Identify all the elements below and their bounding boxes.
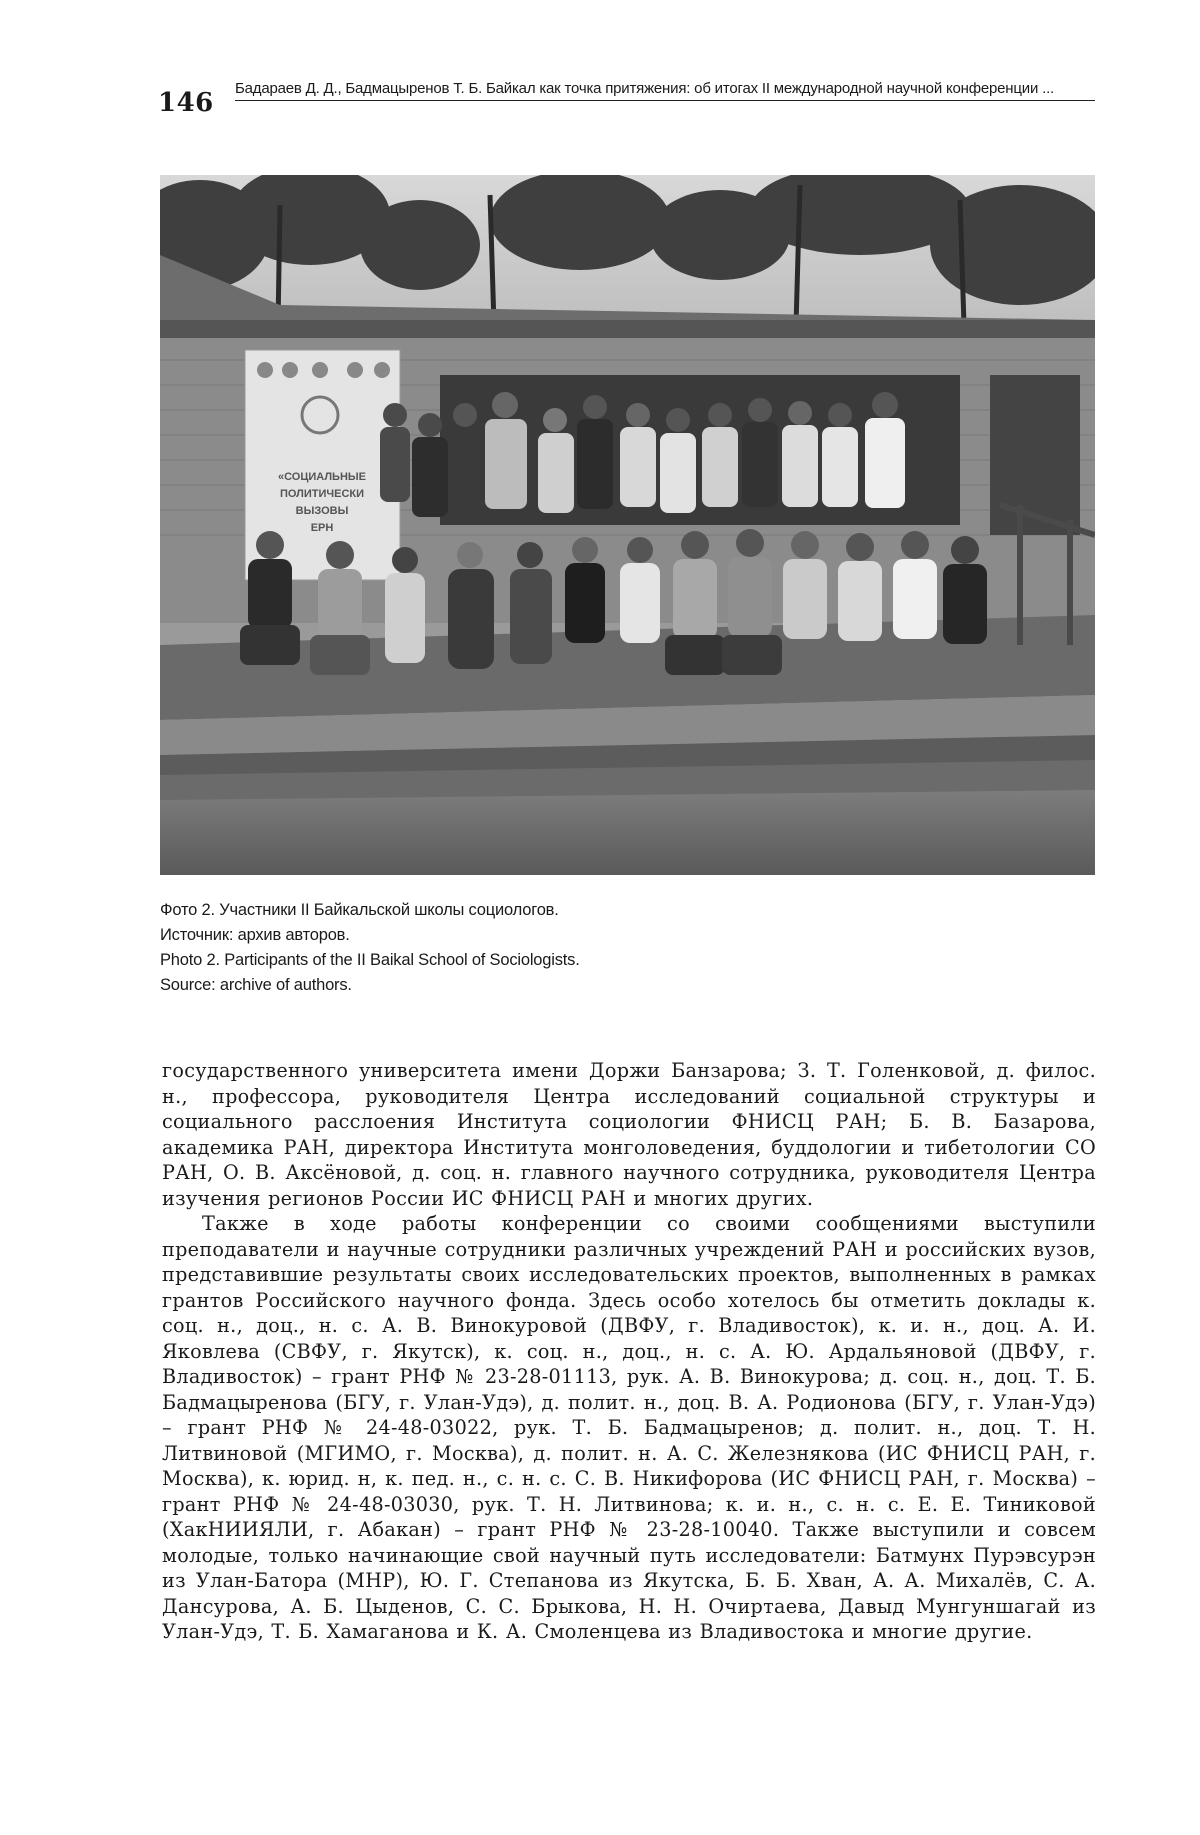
banner-line-4: ЕРН [311,522,334,534]
page-number: 146 [158,88,214,118]
banner-line-1: «СОЦИАЛЬНЫЕ [278,471,366,483]
source-en: Source: archive of authors. [160,973,1060,998]
banner-line-2: ПОЛИТИЧЕСКИ [280,488,364,500]
caption-ru: Фото 2. Участники II Байкальской школы социологов. [160,898,1060,923]
source-ru: Источник: архив авторов. [160,923,1060,948]
caption-en: Photo 2. Participants of the II Baikal School of Sociologists. [160,948,1060,973]
paragraph-1: государственного университета имени Доржи Банзарова; З. Т. Голенковой, д. филос. н., профессора, руководителя Центра исследований социальной структуры и социального расслоения Института социологии ФНИСЦ РАН; Б. В. Базарова, академика РАН, директора Института монголоведения, буддологии и тибетологии СО РАН, О. В. Аксёновой, д. соц. н. главного научного сотрудника, руководителя Центра изучения регионов России ИС ФНИСЦ РАН и многих других. [162,1058,1096,1211]
group-photo [160,175,1095,875]
figure-caption [160,898,1060,998]
running-header: Бадараев Д. Д., Бадмацыренов Т. Б. Байкал как точка притяжения: об итогах II международной научной конференции ... [235,80,1095,101]
banner-line-3: ВЫЗОВЫ [296,505,349,517]
body-text [162,1058,1096,1645]
paragraph-2: Также в ходе работы конференции со своими сообщениями выступили преподаватели и научные сотрудники различных учреждений РАН и российских вузов, представившие результаты своих исследовательских проектов, выполненных в рамках грантов Российского научного фонда. Здесь особо хотелось бы отметить доклады к. соц. н., доц., н. с. А. В. Винокуровой (ДВФУ, г. Владивосток), к. и. н., доц. А. И. Яковлева (СВФУ, г. Якутск), к. соц. н., доц., н. с. А. Ю. Ардальяновой (ДВФУ, г. Владивосток) – грант РНФ № 23-28-01113, рук. А. В. Винокурова; д. соц. н., доц. Т. Б. Бадмацыренова (БГУ, г. Улан-Удэ), д. полит. н., доц. В. А. Родионова (БГУ, г. Улан-Удэ) – грант РНФ № 24-48-03022, рук. Т. Б. Бадмацыренов; д. полит. н., доц. Т. Н. Литвиновой (МГИМО, г. Москва), д. полит. н. А. С. Железнякова (ИС ФНИСЦ РАН, г. Москва), к. юрид. н, к. пед. н., с. н. с. С. В. Никифорова (ИС ФНИСЦ РАН, г. Москва) – грант РНФ № 24-48-03030, рук. Т. Н. Литвинова; к. и. н., с. н. с. Е. Е. Тиниковой (ХакНИИЯЛИ, г. Абакан) – грант РНФ № 23-28-10040. Также выступили и совсем молодые, только начинающие свой научный путь исследователи: Батмунх Пурэвсурэн из Улан-Батора (МНР), Ю. Г. Степанова из Якутска, Б. Б. Хван, А. А. Михалёв, С. А. Дансурова, А. Б. Цыденов, С. С. Брыкова, Н. Н. Очиртаева, Давыд Мунгуншагай из Улан-Удэ, Т. Б. Хамаганова и К. А. Смоленцева из Владивостока и многие другие. [162,1211,1096,1645]
